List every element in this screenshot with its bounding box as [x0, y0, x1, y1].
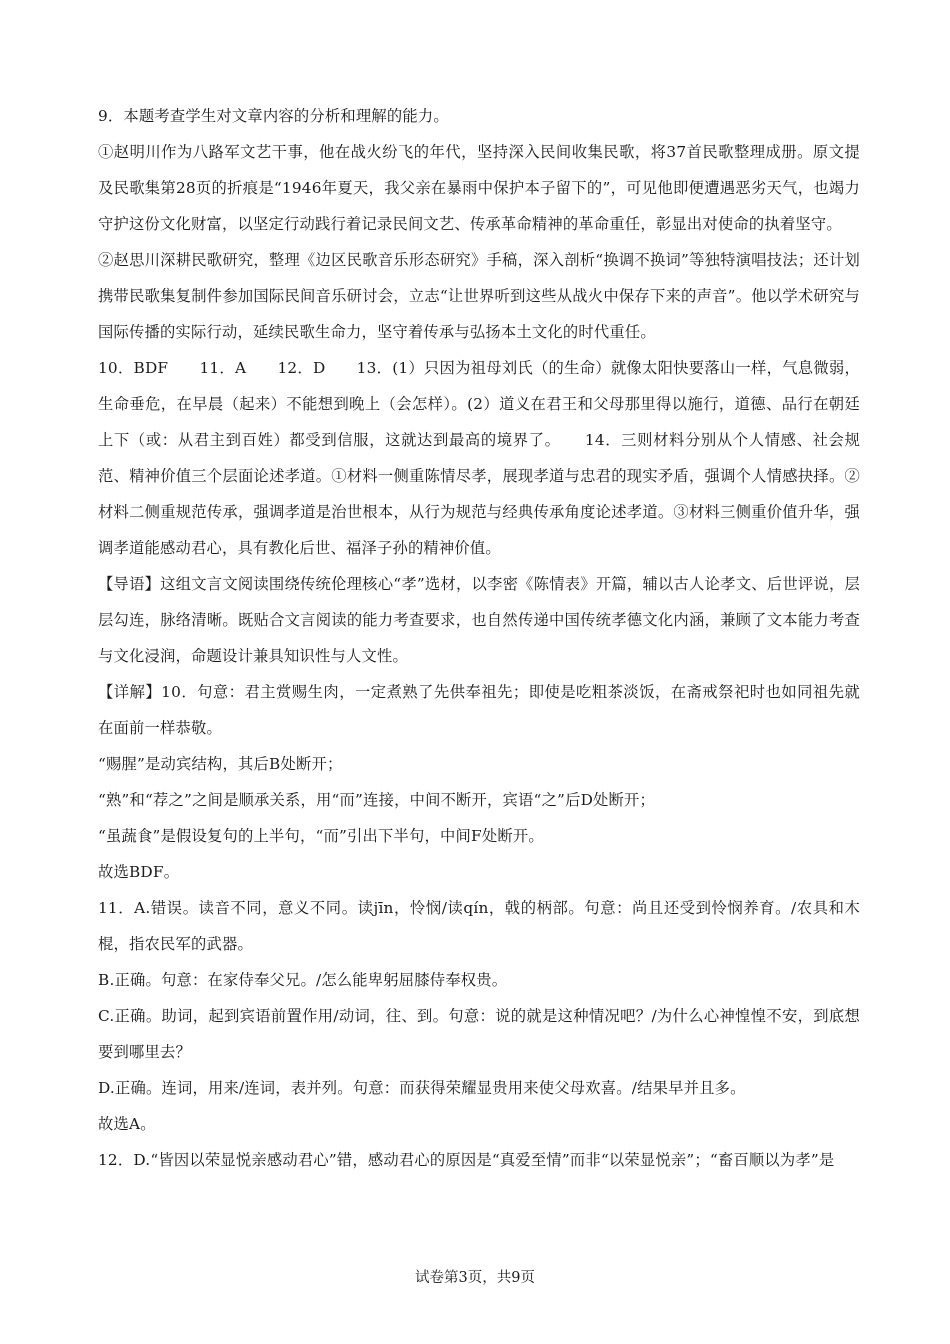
guide-paragraph: 【导语】这组文言文阅读围绕传统伦理核心“孝”选材，以李密《陈情表》开篇，辅以古人论孝文、后世评说，层层勾连，脉络清晰。既贴合文言阅读的能力考查要求，也自然传递中国传统孝德文化内涵，兼顾了文本能力考查与文化浸润，命题设计兼具知识性与人文性。 [98, 575, 860, 665]
answer-content [98, 98, 860, 1178]
answers-10-14: 10．BDF 11．A 12．D 13．(1）只因为祖母刘氏（的生命）就像太阳快要落山一样，气息微弱，生命垂危，在早晨（起来）不能想到晚上（会怎样）。(2）道义在君王和父母那里得以施行，道德、品行在朝廷上下（或：从君主到百姓）都受到信服，这就达到最高的境界了。 14．三则材料分别从个人情感、社会规范、精神价值三个层面论述孝道。①材料一侧重陈情尽孝，展现孝道与忠君的现实矛盾，强调个人情感抉择。②材料二侧重规范传承，强调孝道是治世根本，从行为规范与经典传承角度论述孝道。③材料三侧重价值升华，强调孝道能感动君心，具有教化后世、福泽子孙的精神价值。 [98, 359, 860, 557]
detail-10-f: “虽蔬食”是假设复句的上半句，“而”引出下半句，中间F处断开。 [98, 827, 544, 845]
detail-12: 12．D.“皆因以荣显悦亲感动君心”错，感动君心的原因是“真爱至情”而非“以荣显悦亲”；“畜百顺以为孝”是 [98, 1151, 835, 1169]
detail-11-answer: 故选A。 [98, 1115, 156, 1133]
detail-11-b: B.正确。句意：在家侍奉父兄。/怎么能卑躬屈膝侍奉权贵。 [98, 971, 508, 989]
q9-heading: 9．本题考查学生对文章内容的分析和理解的能力。 [98, 107, 449, 125]
detail-10-answer: 故选BDF。 [98, 863, 180, 881]
detail-10: 【详解】10．句意：君主赏赐生肉，一定煮熟了先供奉祖先；即使是吃粗茶淡饭，在斋戒祭祀时也如同祖先就在面前一样恭敬。 [98, 683, 860, 737]
detail-11-a: 11．A.错误。读音不同，意义不同。读jīn，怜悯/读qín，戟的柄部。句意：尚且还受到怜悯养育。/农具和木棍，指农民军的武器。 [98, 899, 860, 953]
detail-10-d: “熟”和“荐之”之间是顺承关系，用“而”连接，中间不断开，宾语“之”后D处断开； [98, 791, 656, 809]
detail-11-d: D.正确。连词，用来/连词，表并列。句意：而获得荣耀显贵用来使父母欢喜。/结果早并且多。 [98, 1079, 746, 1097]
detail-11-c: C.正确。助词，起到宾语前置作用/动词，往、到。句意：说的就是这种情况吧？/为什么心神惶惶不安，到底想要到哪里去？ [98, 1007, 860, 1061]
q9-point-2: ②赵思川深耕民歌研究，整理《边区民歌音乐形态研究》手稿，深入剖析“换调不换词”等独特演唱技法；还计划携带民歌集复制件参加国际民间音乐研讨会，立志“让世界听到这些从战火中保存下来的声音”。他以学术研究与国际传播的实际行动，延续民歌生命力，坚守着传承与弘扬本土文化的时代重任。 [98, 251, 860, 341]
detail-10-b: “赐腥”是动宾结构，其后B处断开； [98, 755, 343, 773]
q9-point-1: ①赵明川作为八路军文艺干事，他在战火纷飞的年代，坚持深入民间收集民歌，将37首民歌整理成册。原文提及民歌集第28页的折痕是“1946年夏天，我父亲在暴雨中保护本子留下的”，可见他即便遭遇恶劣天气，也竭力守护这份文化财富，以坚定行动践行着记录民间文艺、传承革命精神的革命重任，彰显出对使命的执着坚守。 [98, 143, 860, 233]
page-footer: 试卷第3页，共9页 [415, 1270, 535, 1286]
